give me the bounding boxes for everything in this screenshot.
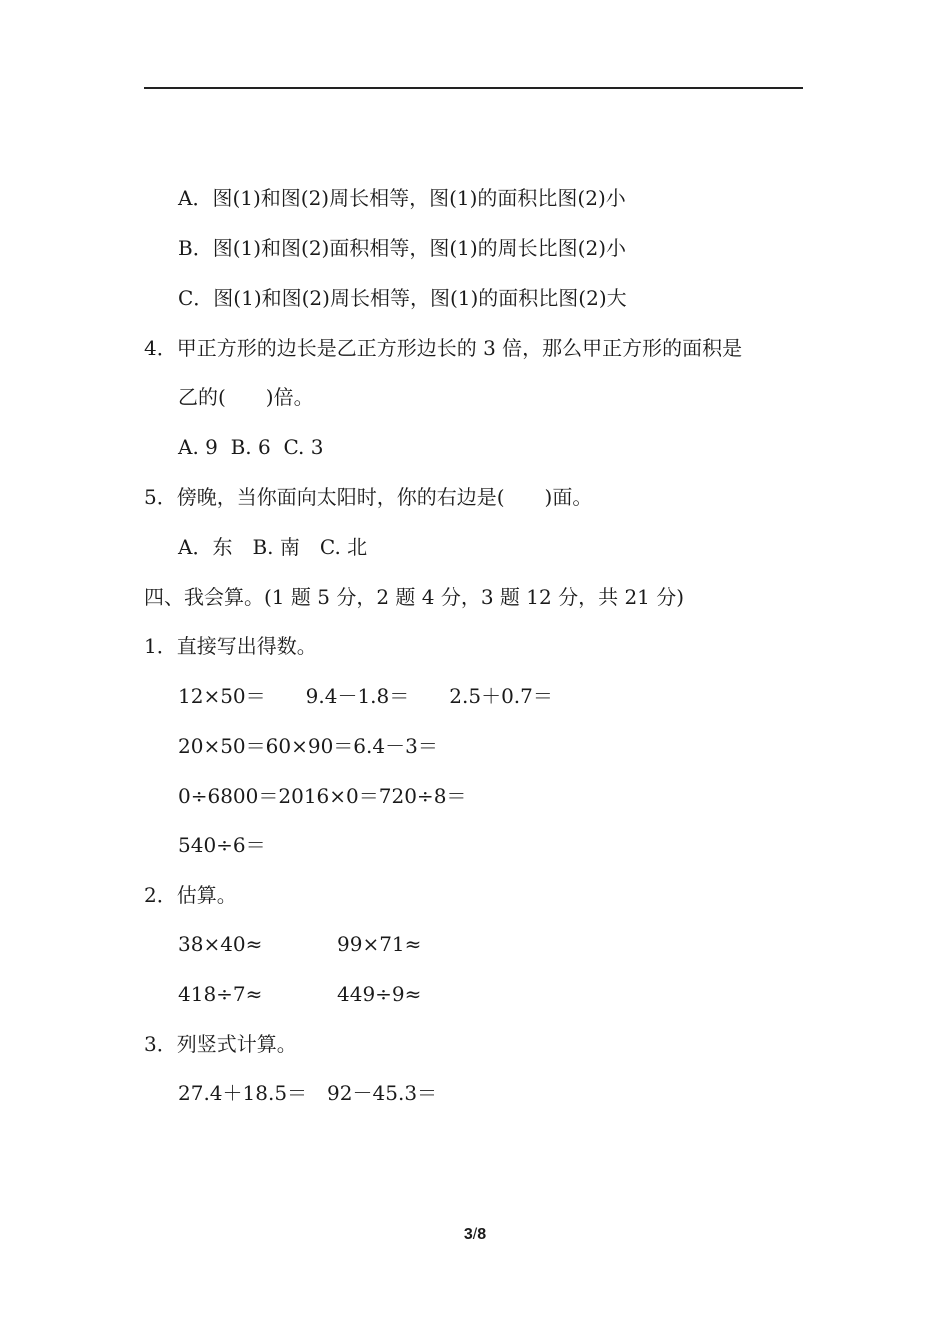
q5-options: A．东 B. 南 C. 北 xyxy=(178,535,368,559)
q3-option-b: B．图(1)和图(2)面积相等，图(1)的周长比图(2)小 xyxy=(178,236,627,260)
s4-p3-row: 27.4＋18.5＝ 92－45.3＝ xyxy=(178,1081,438,1105)
s4-p2-r1-right: 99×71≈ xyxy=(337,932,422,956)
q3-option-a: A．图(1)和图(2)周长相等，图(1)的面积比图(2)小 xyxy=(178,186,626,210)
s4-p2-r2-left: 418÷7≈ xyxy=(178,982,263,1006)
s4-p1-row2: 20×50＝60×90＝6.4－3＝ xyxy=(178,734,438,758)
page-current: 3 xyxy=(463,1226,473,1243)
page-number xyxy=(0,1226,950,1244)
s4-p2-r2-right: 449÷9≈ xyxy=(337,982,422,1006)
s4-p1-row4: 540÷6＝ xyxy=(178,833,266,857)
section4-title: 四、我会算。(1 题 5 分，2 题 4 分，3 题 12 分，共 21 分) xyxy=(144,585,685,609)
q3-option-c: C．图(1)和图(2)周长相等，图(1)的面积比图(2)大 xyxy=(178,286,627,310)
q4-options: A. 9 B. 6 C. 3 xyxy=(178,435,324,459)
q4-question-line1: 4．甲正方形的边长是乙正方形边长的 3 倍，那么甲正方形的面积是 xyxy=(144,336,743,360)
s4-p1-row3: 0÷6800＝2016×0＝720÷8＝ xyxy=(178,784,467,808)
s4-p1-row1: 12×50＝ 9.4－1.8＝ 2.5＋0.7＝ xyxy=(178,684,553,708)
s4-p2-r1-left: 38×40≈ xyxy=(178,932,263,956)
s4-p1-title: 1．直接写出得数。 xyxy=(144,634,317,658)
header-rule xyxy=(144,87,803,89)
page-separator: / xyxy=(472,1226,478,1243)
s4-p3-title: 3．列竖式计算。 xyxy=(144,1032,297,1056)
s4-p2-title: 2．估算。 xyxy=(144,883,237,907)
q4-question-line2: 乙的( )倍。 xyxy=(178,385,314,409)
page-total: 8 xyxy=(477,1226,487,1243)
q5-question: 5．傍晚，当你面向太阳时，你的右边是( )面。 xyxy=(144,485,593,509)
